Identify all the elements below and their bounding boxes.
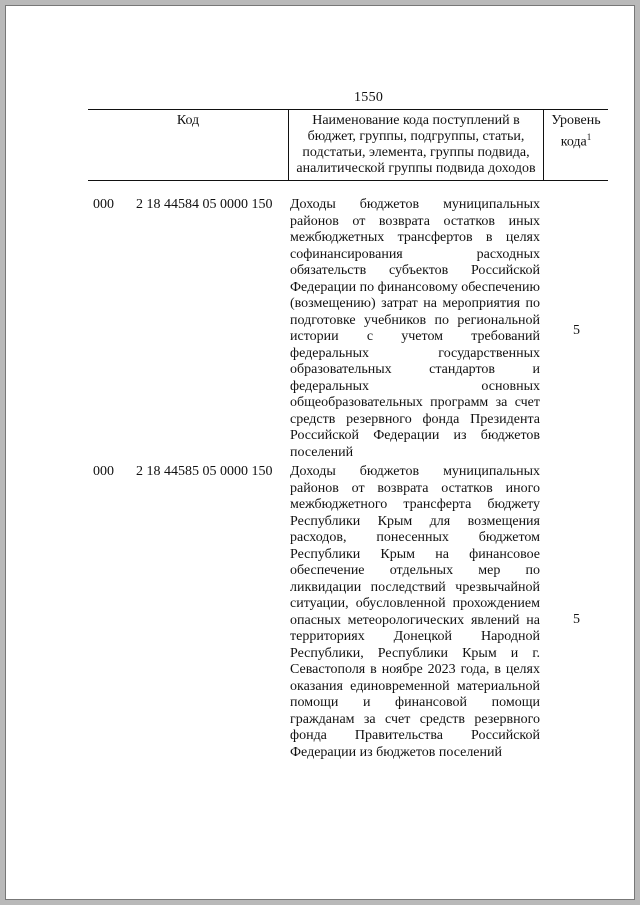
admin-code: 000 bbox=[93, 197, 114, 212]
income-code: 2 18 44584 05 0000 150 bbox=[136, 197, 273, 212]
footnote-marker: 1 bbox=[586, 132, 592, 142]
income-code: 2 18 44585 05 0000 150 bbox=[136, 464, 273, 479]
header-code: Код bbox=[176, 113, 200, 128]
income-name: Доходы бюджетов муниципальных районов от возврата остатков иного межбюджетного трансферта бюджету Республики Крым для возмещения расходов, понесенных бюджетом Республики Крым на финансовое обеспечение отдельных мер по ликвидации последствий чрезвычайной ситуации, обусловленной прохождением опасных метеорологических явлений на территориях Донецкой Народной Республики, Республики Крым и г. Севастополя в ноябре 2023 года, в целях оказания единовременной материальной помощи и финансовой помощи гражданам за счет средств резервного фонда Правительства Российской Федерации из бюджетов поселений bbox=[290, 464, 540, 760]
header-name: Наименование кода поступлений в бюджет, группы, подгруппы, статьи, подстатьи, элемента, группы подвида, аналитической группы подвида доходов bbox=[288, 110, 543, 180]
page-number: 1550 bbox=[354, 90, 384, 105]
table-header bbox=[88, 109, 608, 181]
income-name: Доходы бюджетов муниципальных районов от возврата остатков иных межбюджетных трансфертов в целях софинансирования расходных обязательств субъектов Российской Федерации по финансовому обеспечению (возмещению) затрат на мероприятия по подготовке учебников по региональной истории с учетом требований федеральных государственных образовательных стандартов и федеральных основных общеобразовательных программ за счет средств резервного фонда Президента Российской Федерации из бюджетов поселений bbox=[290, 197, 540, 460]
document-page bbox=[5, 5, 635, 900]
code-level: 5 bbox=[573, 323, 580, 338]
header-level-label: Уровень кода bbox=[551, 113, 601, 150]
admin-code: 000 bbox=[93, 464, 114, 479]
header-level bbox=[543, 110, 608, 180]
code-level: 5 bbox=[573, 612, 580, 627]
